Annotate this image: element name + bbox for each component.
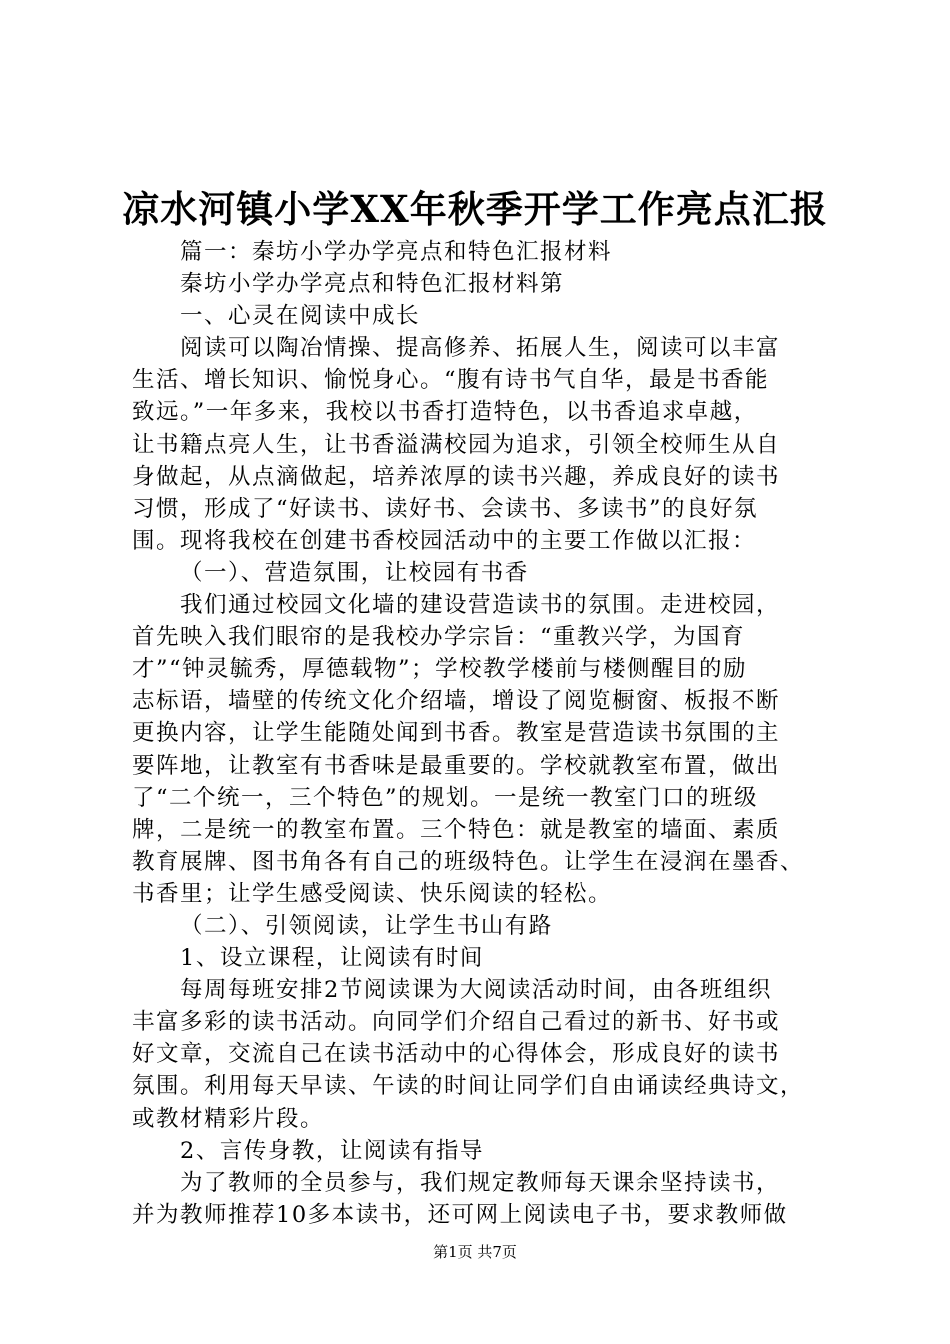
- paragraph-line: 围。现将我校在创建书香校园活动中的主要工作做以汇报：: [132, 527, 757, 554]
- paragraph-line: 要阵地，让教室有书香味是最重要的。学校就教室布置，做出: [132, 752, 781, 779]
- paragraph-line: 致远。”一年多来，我校以书香打造特色，以书香追求卓越，: [132, 399, 758, 426]
- document-title: 凉水河镇小学XX年秋季开学工作亮点汇报: [122, 187, 828, 231]
- section-heading: （二）、引领阅读，让学生书山有路: [180, 912, 553, 939]
- paragraph-line: 好文章，交流自己在读书活动中的心得体会，形成良好的读书: [132, 1041, 781, 1068]
- subheading: 2、言传身教，让阅读有指导: [180, 1137, 484, 1164]
- page-number: 第1页 共7页: [433, 1243, 517, 1261]
- paragraph-line: 了“二个统一，三个特色”的规划。一是统一教室门口的班级: [132, 784, 759, 811]
- paragraph-line: 让书籍点亮人生，让书香溢满校园为追求，引领全校师生从自: [132, 431, 781, 458]
- paragraph-line: 氛围。利用每天早读、午读的时间让同学们自由诵读经典诗文，: [132, 1073, 805, 1100]
- subheading: 秦坊小学办学亮点和特色汇报材料第: [180, 271, 565, 298]
- paragraph-line: 并为教师推荐10多本读书，还可网上阅读电子书，要求教师做: [132, 1201, 788, 1228]
- paragraph-line: 身做起，从点滴做起，培养浓厚的读书兴趣，养成良好的读书: [132, 463, 781, 490]
- paragraph-line: 首先映入我们眼帘的是我校办学宗旨：“重教兴学，为国育: [132, 624, 746, 651]
- paragraph-line: 习惯，形成了“好读书、读好书、会读书、多读书”的良好氛: [132, 495, 759, 522]
- section-heading: （一）、营造氛围，让校园有书香: [180, 559, 529, 586]
- section-heading: 一、心灵在阅读中成长: [180, 303, 421, 330]
- document-body: [132, 236, 832, 1231]
- paragraph-line: 更换内容，让学生能随处闻到书香。教室是营造读书氛围的主: [132, 720, 781, 747]
- paragraph-line: 每周每班安排2节阅读课为大阅读活动时间，由各班组织: [180, 977, 772, 1004]
- section-heading: 篇一：秦坊小学办学亮点和特色汇报材料: [180, 239, 613, 265]
- paragraph-line: 志标语，墙壁的传统文化介绍墙，增设了阅览橱窗、板报不断: [132, 688, 781, 715]
- paragraph-line: 丰富多彩的读书活动。向同学们介绍自己看过的新书、好书或: [132, 1009, 781, 1036]
- paragraph-line: 生活、增长知识、愉悦身心。“腹有诗书气自华，最是书香能: [132, 367, 770, 394]
- paragraph-line: 为了教师的全员参与，我们规定教师每天课余坚持读书，: [180, 1169, 781, 1196]
- paragraph-line: 书香里；让学生感受阅读、快乐阅读的轻松。: [132, 880, 613, 907]
- subheading: 1、设立课程，让阅读有时间: [180, 945, 484, 972]
- paragraph-line: 我们通过校园文化墙的建设营造读书的氛围。走进校园，: [180, 592, 781, 619]
- paragraph-line: 教育展牌、图书角各有自己的班级特色。让学生在浸润在墨香、: [132, 848, 805, 875]
- paragraph-line: 阅读可以陶冶情操、提高修养、拓展人生，阅读可以丰富: [180, 335, 781, 362]
- paragraph-line: 才”“钟灵毓秀，厚德载物”；学校教学楼前与楼侧醒目的励: [132, 656, 748, 683]
- paragraph-line: 牌，二是统一的教室布置。三个特色：就是教室的墙面、素质: [132, 816, 781, 843]
- paragraph-line: 或教材精彩片段。: [132, 1105, 325, 1132]
